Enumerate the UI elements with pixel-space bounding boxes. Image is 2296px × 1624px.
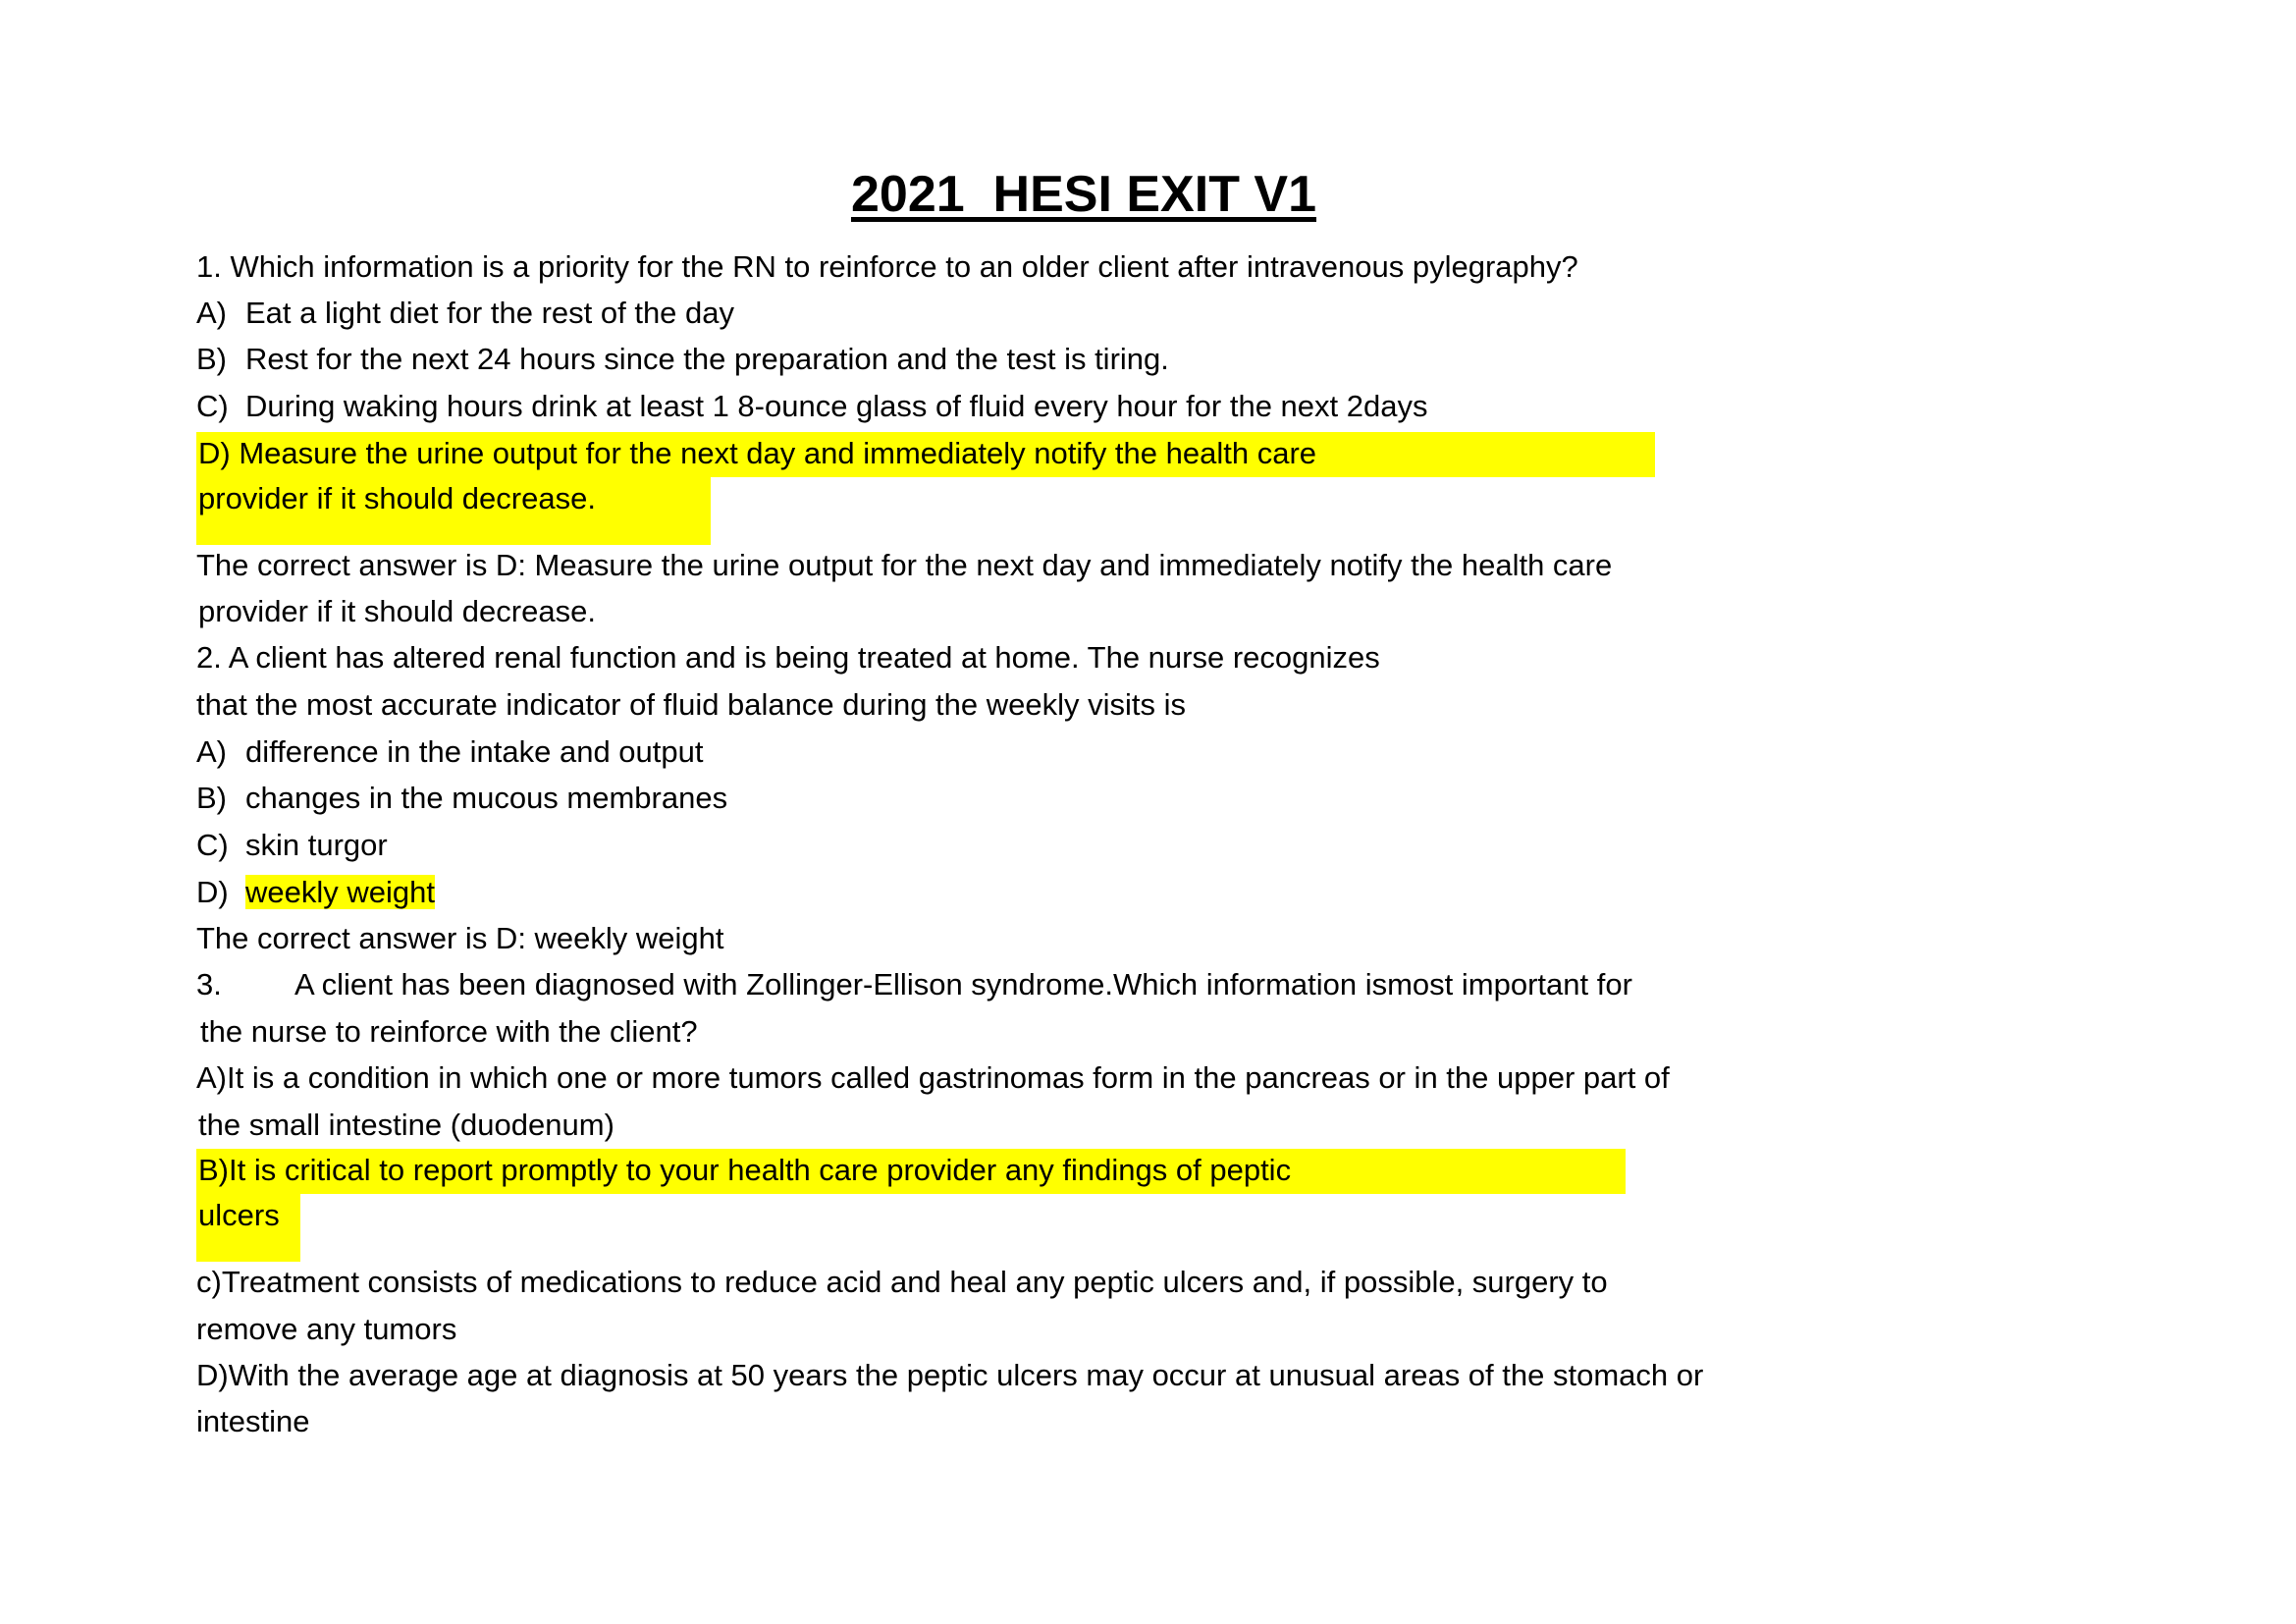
option-label: C) [196,828,229,862]
q1-option-c [196,389,1428,424]
q2-option-a [196,734,704,770]
q2-answer: The correct answer is D: weekly weight [196,921,724,955]
question-3-body: A client has been diagnosed with Zollinger-Ellison syndrome.Which information ismost important for [294,967,1632,1001]
q2-option-b [196,781,727,816]
q2-option-c [196,828,388,863]
document-title: 2021 HESI EXIT V1 [850,166,1317,223]
question-number: 3. [196,967,222,1001]
q3-option-b-highlighted: B)It is critical to report promptly to your health care provider any findings of peptic [198,1153,1292,1187]
q1-answer-cont: provider if it should decrease. [198,594,596,628]
option-text: skin turgor [245,828,388,862]
q3-option-c-cont: remove any tumors [196,1312,457,1346]
q3-option-a: A)It is a condition in which one or more tumors called gastrinomas form in the pancreas or in the upper part of [196,1060,1670,1095]
q3-option-a-cont: the small intestine (duodenum) [198,1108,614,1142]
option-text: Rest for the next 24 hours since the preparation and the test is tiring. [245,342,1169,376]
question-1-text: 1. Which information is a priority for the RN to reinforce to an older client after intravenous pylegraphy? [196,249,1578,284]
option-label: D) [196,875,229,909]
q1-option-a [196,296,734,331]
option-label: A) [196,734,227,769]
q3-option-d: D)With the average age at diagnosis at 50 years the peptic ulcers may occur at unusual areas of the stomach or [196,1358,1704,1392]
q1-option-d-highlighted: D) Measure the urine output for the next day and immediately notify the health care [198,436,1317,470]
q1-answer: The correct answer is D: Measure the urine output for the next day and immediately notify the health care [196,548,1613,582]
option-label: A) [196,296,227,330]
q1-option-d-highlighted-cont: provider if it should decrease. [198,481,596,515]
option-label: B) [196,781,227,815]
question-3-text-cont: the nurse to reinforce with the client? [200,1014,698,1049]
option-text: changes in the mucous membranes [245,781,728,815]
q1-option-b [196,342,1169,377]
option-label: B) [196,342,227,376]
question-2-text-cont: that the most accurate indicator of fluid balance during the weekly visits is [196,687,1187,722]
q2-option-d [196,875,435,910]
option-text: Eat a light diet for the rest of the day [245,296,735,330]
option-text: difference in the intake and output [245,734,704,769]
question-2-text: 2. A client has altered renal function and is being treated at home. The nurse recognizes [196,640,1380,675]
option-label: C) [196,389,229,423]
question-3-text [196,967,1632,1002]
q3-option-d-cont: intestine [196,1404,310,1438]
option-text-highlighted: weekly weight [245,875,435,909]
option-text: During waking hours drink at least 1 8-ounce glass of fluid every hour for the next 2days [245,389,1428,423]
q3-option-b-highlighted-cont: ulcers [198,1198,280,1232]
q3-option-c: c)Treatment consists of medications to reduce acid and heal any peptic ulcers and, if possible, surgery to [196,1265,1608,1299]
